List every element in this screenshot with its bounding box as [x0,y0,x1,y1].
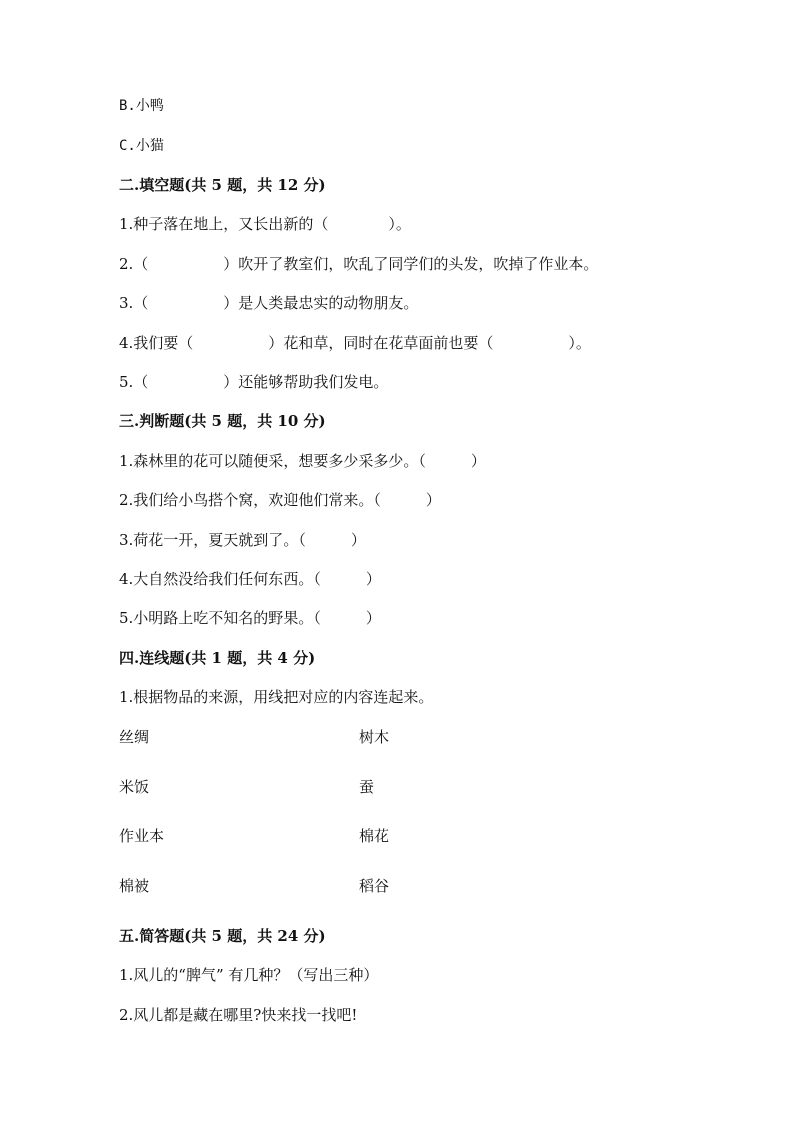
judge-item-2: 2.我们给小鸟搭个窝，欢迎他们常来。（ ） [119,491,441,509]
match-left-2: 米饭 [119,778,150,796]
judge-item-3: 3.荷花一开，夏天就到了。（ ） [119,531,366,549]
judge-item-1: 1.森林里的花可以随便采，想要多少采多少。（ ） [119,452,486,470]
match-left-4: 棉被 [119,877,150,895]
fill-item-5: 5.（ ）还能够帮助我们发电。 [119,373,389,391]
section4-title: 四.连线题(共 1 题，共 4 分) [119,649,316,667]
match-left-1: 丝绸 [119,728,150,746]
match-right-3: 棉花 [359,827,390,845]
section5-title: 五.简答题(共 5 题，共 24 分) [119,927,326,945]
option-b: B.小鸭 [119,98,164,114]
section2-title: 二.填空题(共 5 题，共 12 分) [119,176,326,194]
judge-item-5: 5.小明路上吃不知名的野果。（ ） [119,609,381,627]
match-right-1: 树木 [359,728,390,746]
match-right-4: 稻谷 [359,877,390,895]
judge-item-4: 4.大自然没给我们任何东西。（ ） [119,570,381,588]
fill-item-4: 4.我们要（ ）花和草，同时在花草面前也要（ ）。 [119,334,591,352]
option-c: C.小猫 [119,138,164,154]
match-left-3: 作业本 [119,827,165,845]
match-right-2: 蚕 [359,778,375,796]
fill-item-3: 3.（ ）是人类最忠实的动物朋友。 [119,294,419,312]
match-question: 1.根据物品的来源，用线把对应的内容连起来。 [119,688,434,706]
section3-title: 三.判断题(共 5 题，共 10 分) [119,412,326,430]
short-item-1: 1.风儿的“脾气” 有几种？（写出三种） [119,966,379,984]
short-item-2: 2.风儿都是藏在哪里?快来找一找吧! [119,1006,358,1024]
fill-item-1: 1.种子落在地上，又长出新的（ ）。 [119,215,411,233]
fill-item-2: 2.（ ）吹开了教室们，吹乱了同学们的头发，吹掉了作业本。 [119,255,599,273]
